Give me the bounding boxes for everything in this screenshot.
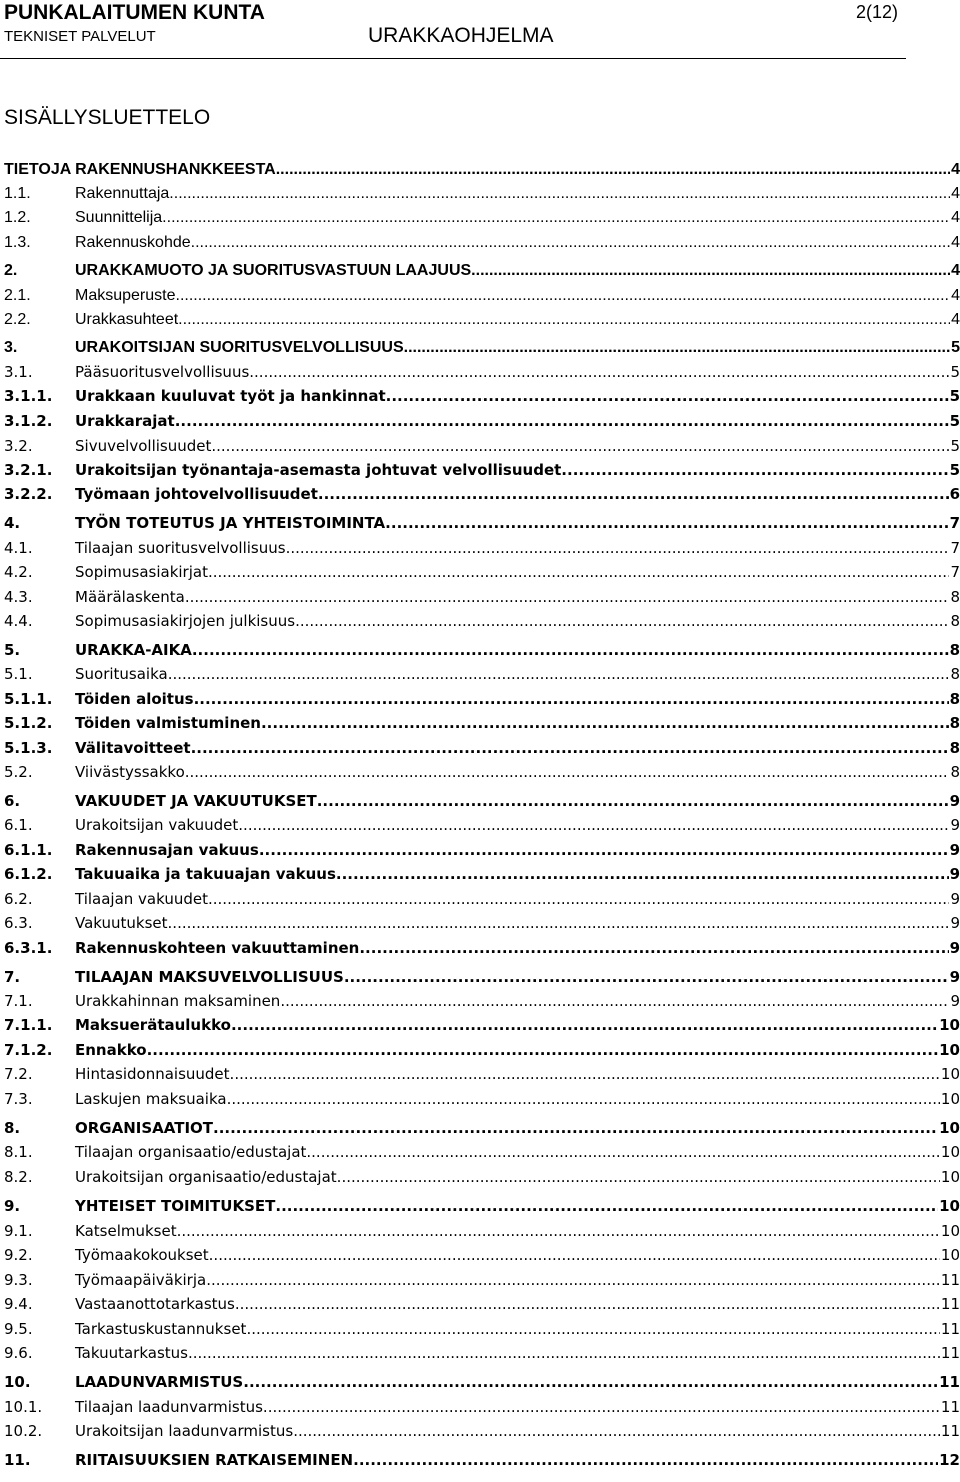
toc-leader-dots	[191, 232, 950, 254]
toc-leader-dots	[404, 337, 950, 359]
toc-entry-label: ORGANISAATIOT	[75, 1119, 214, 1137]
toc-entry[interactable]	[4, 537, 960, 559]
toc-leader-dots	[206, 1269, 940, 1291]
toc-entry-label: Urakoitsijan laadunvarmistus	[75, 1422, 294, 1440]
toc-leader-dots	[175, 410, 949, 432]
toc-entry[interactable]	[4, 183, 960, 205]
toc-entry-number: 4.	[4, 514, 21, 532]
toc-entry-number: 5.1.1.	[4, 690, 53, 708]
toc-entry-number: 9.	[4, 1197, 21, 1215]
toc-entry-page: 5	[951, 339, 960, 356]
toc-leader-dots	[259, 839, 949, 861]
toc-entry-label: Sopimusasiakirjat	[75, 563, 208, 581]
toc-entry-label: Töiden aloitus	[75, 690, 194, 708]
toc-entry-number: 9.6.	[4, 1344, 33, 1362]
toc-entry[interactable]	[4, 385, 960, 407]
toc-entry-page: 8	[950, 763, 960, 781]
toc-entry-page: 9	[949, 968, 960, 986]
toc-entry-label: Tilaajan laadunvarmistus	[75, 1398, 263, 1416]
toc-entry-label: Tilaajan vakuudet	[75, 890, 208, 908]
toc-entry-page: 9	[950, 914, 960, 932]
toc-entry-label: TIETOJA RAKENNUSHANKKEESTA	[4, 161, 276, 178]
toc-entry[interactable]	[4, 337, 960, 359]
toc-leader-dots	[208, 888, 949, 910]
toc-entry-page: 11	[940, 1398, 960, 1416]
toc-entry-number: 5.1.3.	[4, 739, 53, 757]
toc-entry-label: Tilaajan organisaatio/edustajat	[75, 1143, 307, 1161]
toc-entry[interactable]	[4, 1063, 960, 1085]
toc-entry-number: 7.	[4, 968, 21, 986]
toc-entry-label: Urakoitsijan työnantaja-asemasta johtuvat velvollisuudet	[75, 461, 562, 479]
toc-entry-label: Takuutarkastus	[75, 1344, 188, 1362]
toc-leader-dots	[280, 990, 949, 1012]
toc-entry-label: Rakennusajan vakuus	[75, 841, 259, 859]
toc-entry-page: 4	[951, 262, 960, 279]
toc-entry-label: LAADUNVARMISTUS	[75, 1373, 244, 1391]
toc-leader-dots	[317, 790, 949, 812]
toc-entry-page: 10	[940, 1246, 960, 1264]
toc-leader-dots	[230, 1063, 940, 1085]
toc-entry-number: 5.1.	[4, 665, 33, 683]
toc-leader-dots	[249, 361, 949, 383]
toc-leader-dots	[194, 688, 949, 710]
toc-entry[interactable]	[4, 361, 960, 383]
toc-entry-number: 3.2.1.	[4, 461, 53, 479]
toc-leader-dots	[295, 610, 949, 632]
toc-leader-dots	[238, 814, 949, 836]
toc-leader-dots	[561, 459, 948, 481]
toc-leader-dots	[471, 260, 950, 282]
toc-leader-dots	[318, 483, 949, 505]
toc-leader-dots	[213, 1117, 938, 1139]
toc-entry[interactable]	[4, 1449, 960, 1471]
toc-entry-page: 5	[949, 461, 960, 479]
toc-entry-page: 10	[940, 1222, 960, 1240]
toc-entry-page: 5	[950, 363, 960, 381]
toc-entry-number: 5.2.	[4, 763, 33, 781]
toc-leader-dots	[306, 1141, 940, 1163]
toc-entry-page: 11	[940, 1344, 960, 1362]
toc-entry[interactable]	[4, 1342, 960, 1364]
toc-entry-label: Töiden valmistuminen	[75, 714, 261, 732]
toc-entry[interactable]	[4, 1220, 960, 1242]
toc-entry-label: Urakkaan kuuluvat työt ja hankinnat	[75, 387, 386, 405]
toc-entry-page: 11	[940, 1320, 960, 1338]
toc-entry-number: 3.1.	[4, 363, 33, 381]
toc-entry-number: 6.1.	[4, 816, 33, 834]
toc-leader-dots	[263, 1396, 940, 1418]
toc-leader-dots	[162, 207, 950, 229]
toc-entry[interactable]	[4, 483, 960, 505]
toc-leader-dots	[336, 863, 949, 885]
toc-entry[interactable]	[4, 1195, 960, 1217]
toc-leader-dots	[168, 663, 950, 685]
toc-entry-page: 5	[950, 437, 960, 455]
toc-entry-page: 12	[939, 1451, 960, 1469]
toc-entry-number: 9.3.	[4, 1271, 33, 1289]
toc-entry-page: 9	[949, 792, 960, 810]
toc-entry-label: Urakoitsijan organisaatio/edustajat	[75, 1168, 337, 1186]
toc-entry[interactable]	[4, 1039, 960, 1061]
toc-entry-label: URAKKAMUOTO JA SUORITUSVASTUUN LAAJUUS	[75, 262, 472, 279]
toc-entry-page: 10	[940, 1065, 960, 1083]
toc-entry-page: 10	[939, 1041, 960, 1059]
toc-entry-label: Urakoitsijan vakuudet	[75, 816, 239, 834]
toc-leader-dots	[208, 561, 950, 583]
toc-entry-page: 9	[949, 939, 960, 957]
toc-entry-page: 8	[950, 588, 960, 606]
toc-entry-label: Tarkastuskustannukset	[75, 1320, 247, 1338]
toc-entry-page: 8	[949, 690, 960, 708]
toc-entry-label: YHTEISET TOIMITUKSET	[75, 1197, 276, 1215]
toc-entry-number: 2.	[4, 262, 18, 279]
toc-leader-dots	[246, 1318, 939, 1340]
toc-entry-label: Suunnittelija	[75, 209, 163, 226]
toc-entry[interactable]	[4, 966, 960, 988]
toc-leader-dots	[188, 1342, 940, 1364]
toc-leader-dots	[177, 1220, 940, 1242]
toc-leader-dots	[185, 586, 950, 608]
toc-entry-number: 9.2.	[4, 1246, 33, 1264]
toc-entry-number: 4.1.	[4, 539, 33, 557]
toc-entry-number: 6.1.1.	[4, 841, 53, 859]
toc-entry-label: Suoritusaika	[75, 665, 168, 683]
toc-entry[interactable]	[4, 1396, 960, 1418]
toc-entry[interactable]	[4, 663, 960, 685]
toc-entry-page: 10	[939, 1119, 960, 1137]
toc-entry-number: 6.	[4, 792, 21, 810]
toc-entry[interactable]	[4, 737, 960, 759]
toc-leader-dots	[235, 1293, 940, 1315]
toc-entry[interactable]	[4, 814, 960, 836]
toc-entry-page: 7	[950, 563, 960, 581]
toc-entry-page: 4	[951, 209, 960, 226]
toc-entry-page: 10	[940, 1168, 960, 1186]
toc-leader-dots	[337, 1166, 940, 1188]
toc-entry-page: 7	[949, 514, 960, 532]
toc-entry[interactable]	[4, 1420, 960, 1442]
toc-entry[interactable]	[4, 990, 960, 1012]
toc-entry[interactable]	[4, 839, 960, 861]
toc-entry[interactable]	[4, 888, 960, 910]
toc-entry[interactable]	[4, 260, 960, 282]
toc-entry[interactable]	[4, 937, 960, 959]
toc-entry-number: 9.5.	[4, 1320, 33, 1338]
toc-entry-label: Ennakko	[75, 1041, 147, 1059]
toc-entry[interactable]	[4, 285, 960, 307]
toc-entry-number: 3.1.2.	[4, 412, 53, 430]
toc-entry[interactable]	[4, 688, 960, 710]
toc-entry-number: 3.	[4, 339, 18, 356]
toc-leader-dots	[231, 1014, 938, 1036]
department-name: TEKNISET PALVELUT	[4, 28, 156, 45]
toc-entry-number: 6.2.	[4, 890, 33, 908]
toc-entry-number: 7.2.	[4, 1065, 33, 1083]
toc-entry-number: 8.1.	[4, 1143, 33, 1161]
toc-leader-dots	[209, 1244, 940, 1266]
toc-entry[interactable]	[4, 639, 960, 661]
toc-entry-page: 5	[949, 387, 960, 405]
toc-entry-number: 6.3.1.	[4, 939, 53, 957]
toc-title: SISÄLLYSLUETTELO	[4, 106, 211, 129]
toc-entry-label: Rakennuskohde	[75, 234, 191, 251]
toc-entry-label: TYÖN TOTEUTUS JA YHTEISTOIMINTA	[75, 514, 386, 532]
toc-entry-number: 3.2.2.	[4, 485, 53, 503]
organization-name: PUNKALAITUMEN KUNTA	[4, 1, 265, 24]
toc-entry-label: Työmaakokoukset	[75, 1246, 209, 1264]
toc-entry-page: 9	[950, 992, 960, 1010]
toc-entry-page: 11	[940, 1295, 960, 1313]
toc-entry-label: Hintasidonnaisuudet	[75, 1065, 230, 1083]
toc-entry-number: 4.2.	[4, 563, 33, 581]
toc-entry[interactable]	[4, 159, 960, 181]
toc-entry-label: Työmaan johtovelvollisuudet	[75, 485, 318, 503]
toc-entry-page: 8	[949, 641, 960, 659]
toc-entry[interactable]	[4, 761, 960, 783]
toc-entry[interactable]	[4, 912, 960, 934]
toc-leader-dots	[243, 1371, 938, 1393]
toc-entry-page: 11	[940, 1271, 960, 1289]
toc-leader-dots	[191, 737, 949, 759]
toc-entry-label: Katselmukset	[75, 1222, 177, 1240]
toc-leader-dots	[385, 512, 948, 534]
toc-entry-page: 8	[950, 612, 960, 630]
toc-entry-label: Vastaanottotarkastus	[75, 1295, 235, 1313]
toc-entry-label: VAKUUDET JA VAKUUTUKSET	[75, 792, 317, 810]
toc-entry-number: 7.3.	[4, 1090, 33, 1108]
toc-entry-number: 8.2.	[4, 1168, 33, 1186]
toc-entry-number: 7.1.2.	[4, 1041, 53, 1059]
toc-entry-number: 10.1.	[4, 1398, 43, 1416]
toc-entry-label: URAKOITSIJAN SUORITUSVELVOLLISUUS	[75, 339, 404, 356]
toc-entry-number: 5.1.2.	[4, 714, 53, 732]
toc-entry-number: 9.1.	[4, 1222, 33, 1240]
toc-leader-dots	[147, 1039, 939, 1061]
toc-entry-page: 4	[951, 287, 960, 304]
toc-entry-number: 7.1.1.	[4, 1016, 53, 1034]
toc-entry[interactable]	[4, 1371, 960, 1393]
toc-entry-label: URAKKA-AIKA	[75, 641, 192, 659]
toc-entry-number: 3.2.	[4, 437, 33, 455]
toc-entry-number: 1.1.	[4, 185, 31, 202]
toc-entry[interactable]	[4, 1141, 960, 1163]
toc-entry-page: 6	[949, 485, 960, 503]
toc-entry-number: 1.3.	[4, 234, 31, 251]
toc-leader-dots	[293, 1420, 940, 1442]
toc-entry[interactable]	[4, 1166, 960, 1188]
toc-entry-page: 9	[949, 841, 960, 859]
toc-entry-page: 4	[951, 161, 960, 178]
toc-entry-number: 1.2.	[4, 209, 31, 226]
toc-entry-page: 4	[951, 311, 960, 328]
toc-entry-page: 11	[940, 1422, 960, 1440]
toc-entry-label: TILAAJAN MAKSUVELVOLLISUUS	[75, 968, 344, 986]
toc-entry-number: 10.2.	[4, 1422, 43, 1440]
page-number: 2(12)	[855, 2, 898, 22]
toc-leader-dots	[185, 761, 950, 783]
toc-leader-dots	[275, 1195, 938, 1217]
toc-entry-page: 8	[949, 714, 960, 732]
toc-entry[interactable]	[4, 207, 960, 229]
toc-entry-page: 10	[940, 1090, 960, 1108]
toc-entry-number: 6.1.2.	[4, 865, 53, 883]
toc-leader-dots	[344, 966, 949, 988]
toc-entry-label: Sopimusasiakirjojen julkisuus	[75, 612, 296, 630]
toc-entry[interactable]	[4, 1014, 960, 1036]
toc-entry-number: 8.	[4, 1119, 21, 1137]
toc-entry-page: 9	[950, 816, 960, 834]
toc-entry[interactable]	[4, 410, 960, 432]
toc-entry-number: 6.3.	[4, 914, 33, 932]
toc-entry-label: Sivuvelvollisuudet	[75, 437, 212, 455]
toc-entry-page: 9	[950, 890, 960, 908]
toc-entry-page: 8	[950, 665, 960, 683]
toc-entry[interactable]	[4, 232, 960, 254]
toc-entry-number: 5.	[4, 641, 21, 659]
toc-entry-page: 9	[949, 865, 960, 883]
toc-entry[interactable]	[4, 459, 960, 481]
toc-leader-dots	[178, 309, 950, 331]
toc-entry-label: Takuuaika ja takuuajan vakuus	[75, 865, 336, 883]
toc-leader-dots	[359, 937, 948, 959]
toc-entry-number: 4.3.	[4, 588, 33, 606]
toc-entry-number: 2.1.	[4, 287, 31, 304]
toc-leader-dots	[276, 159, 950, 181]
toc-entry-label: Rakennuskohteen vakuuttaminen	[75, 939, 360, 957]
toc-entry-label: Tilaajan suoritusvelvollisuus	[75, 539, 286, 557]
toc-entry[interactable]	[4, 309, 960, 331]
toc-entry-label: Urakkasuhteet	[75, 311, 179, 328]
toc-entry[interactable]	[4, 1269, 960, 1291]
toc-entry[interactable]	[4, 1318, 960, 1340]
toc-entry-page: 10	[939, 1197, 960, 1215]
toc-entry-number: 9.4.	[4, 1295, 33, 1313]
toc-leader-dots	[227, 1088, 940, 1110]
toc-entry-label: Rakennuttaja	[75, 185, 170, 202]
toc-leader-dots	[261, 712, 949, 734]
toc-entry[interactable]	[4, 610, 960, 632]
toc-entry-label: Määrälaskenta	[75, 588, 185, 606]
toc-entry[interactable]	[4, 512, 960, 534]
toc-entry-label: Urakkahinnan maksaminen	[75, 992, 281, 1010]
toc-entry-page: 10	[939, 1016, 960, 1034]
toc-entry[interactable]	[4, 790, 960, 812]
toc-entry-number: 10.	[4, 1373, 31, 1391]
toc-entry-label: Viivästyssakko	[75, 763, 185, 781]
toc-entry-number: 2.2.	[4, 311, 31, 328]
toc-entry-label: Työmaapäiväkirja	[75, 1271, 207, 1289]
toc-entry[interactable]	[4, 586, 960, 608]
toc-entry[interactable]	[4, 863, 960, 885]
toc-entry[interactable]	[4, 435, 960, 457]
toc-leader-dots	[169, 183, 950, 205]
toc-entry-page: 11	[939, 1373, 960, 1391]
toc-entry[interactable]	[4, 561, 960, 583]
toc-entry-label: Välitavoitteet	[75, 739, 191, 757]
toc-entry[interactable]	[4, 1088, 960, 1110]
toc-leader-dots	[286, 537, 950, 559]
toc-entry-number: 11.	[4, 1451, 31, 1469]
toc-entry-number: 4.4.	[4, 612, 33, 630]
toc-entry-number: 3.1.1.	[4, 387, 53, 405]
toc-entry-label: Maksuperuste	[75, 287, 176, 304]
toc-entry-label: Vakuutukset	[75, 914, 168, 932]
toc-entry-page: 10	[940, 1143, 960, 1161]
toc-leader-dots	[386, 385, 949, 407]
toc-entry[interactable]	[4, 712, 960, 734]
toc-entry-label: Urakkarajat	[75, 412, 175, 430]
toc-entry-page: 5	[949, 412, 960, 430]
toc-entry-page: 4	[951, 185, 960, 202]
toc-entry[interactable]	[4, 1293, 960, 1315]
document-title: URAKKAOHJELMA	[368, 24, 554, 47]
toc-entry[interactable]	[4, 1117, 960, 1139]
toc-entry-page: 8	[949, 739, 960, 757]
toc-leader-dots	[168, 912, 950, 934]
toc-entry-page: 4	[951, 234, 960, 251]
toc-entry-label: Pääsuoritusvelvollisuus	[75, 363, 250, 381]
toc-entry-label: Maksuerätaulukko	[75, 1016, 231, 1034]
toc-entry-label: Laskujen maksuaika	[75, 1090, 227, 1108]
toc-leader-dots	[192, 639, 949, 661]
toc-leader-dots	[353, 1449, 938, 1471]
toc-entry-label: RIITAISUUKSIEN RATKAISEMINEN	[75, 1451, 354, 1469]
toc-leader-dots	[211, 435, 949, 457]
toc-entry[interactable]	[4, 1244, 960, 1266]
toc-leader-dots	[176, 285, 951, 307]
toc-entry-page: 7	[950, 539, 960, 557]
toc-entry-number: 7.1.	[4, 992, 33, 1010]
